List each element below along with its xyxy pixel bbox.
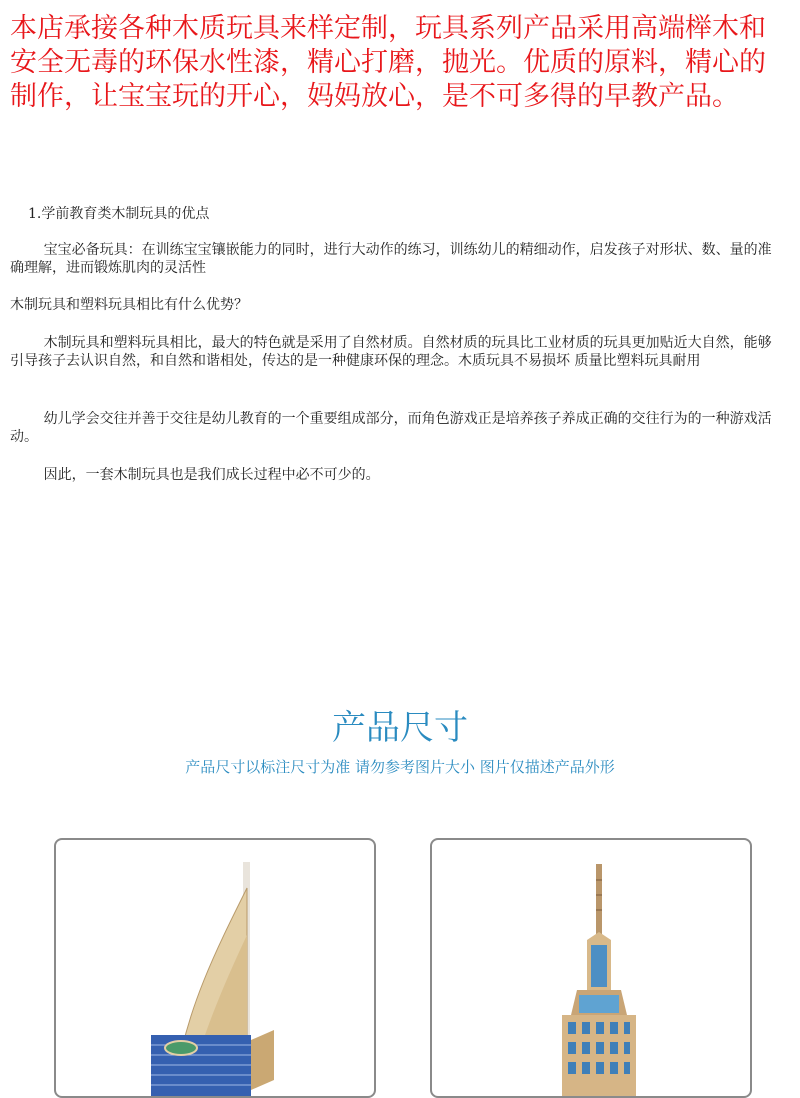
social-play-paragraph: 幼儿学会交往并善于交往是幼儿教育的一个重要组成部分，而角色游戏正是培养孩子养成正确的交往行为的一种游戏活动。 — [10, 411, 772, 445]
section-title-advantages: 1.学前教育类木制玩具的优点 — [28, 206, 210, 222]
promo-headline: 本店承接各种木质玩具来样定制，玩具系列产品采用高端榉木和安全无毒的环保水性漆，精心打磨，抛光。优质的原料，精心的制作，让宝宝玩的开心，妈妈放心，是不可多得的早教产品。 — [10, 13, 766, 112]
conclusion-paragraph: 因此，一套木制玩具也是我们成长过程中必不可少的。 — [43, 467, 380, 483]
product-image-frame-right — [430, 838, 752, 1098]
skyscraper-model-image — [432, 840, 752, 1098]
section-body-advantages: 宝宝必备玩具：在训练宝宝镶嵌能力的同时，进行大动作的练习，训练幼儿的精细动作，启发孩子对形状、数、量的准确理解，进而锻炼肌肉的灵活性 — [10, 242, 772, 276]
sail-hotel-model-image — [56, 840, 376, 1098]
size-section-title: 产品尺寸 — [332, 708, 468, 748]
size-section-subtitle: 产品尺寸以标注尺寸为准 请勿参考图片大小 图片仅描述产品外形 — [185, 758, 615, 776]
question-heading: 木制玩具和塑料玩具相比有什么优势？ — [10, 297, 248, 313]
answer-paragraph: 木制玩具和塑料玩具相比，最大的特色就是采用了自然材质。自然材质的玩具比工业材质的玩具更加贴近大自然，能够引导孩子去认识自然，和自然和谐相处，传达的是一种健康环保的理念。木质玩具不易损坏 质量比塑料玩具耐用 — [10, 335, 772, 369]
product-image-frame-left — [54, 838, 376, 1098]
